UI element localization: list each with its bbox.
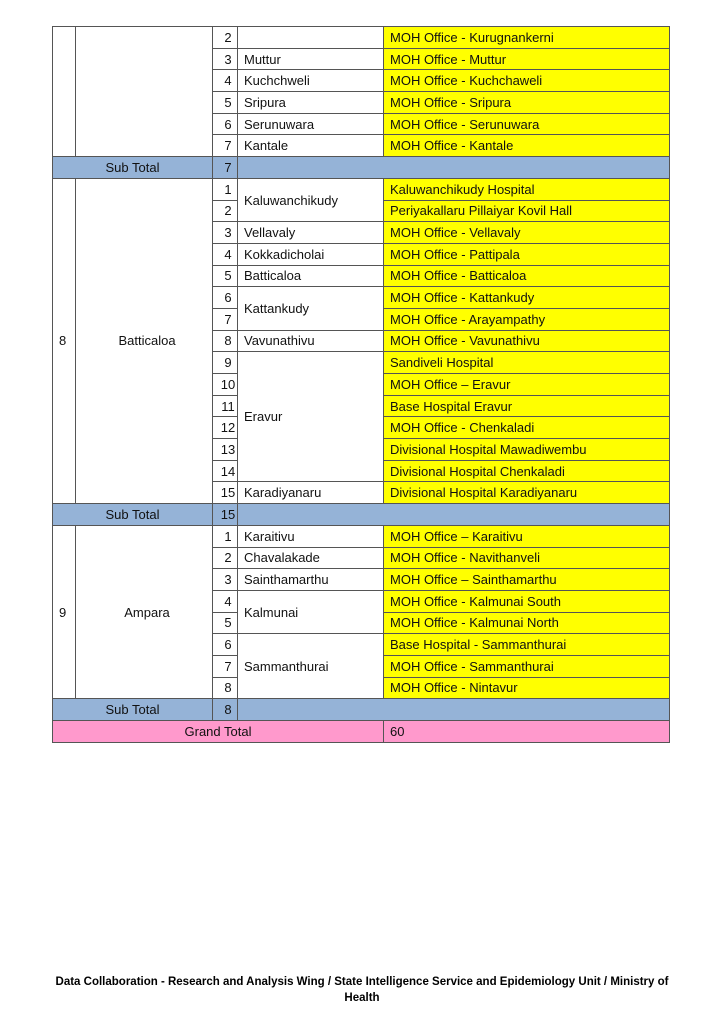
center-location: MOH Office - Navithanveli bbox=[384, 547, 670, 569]
subtotal-row bbox=[53, 157, 670, 179]
center-location: Divisional Hospital Karadiyanaru bbox=[384, 482, 670, 504]
center-location: MOH Office - Arayampathy bbox=[384, 308, 670, 330]
center-location: Base Hospital Eravur bbox=[384, 395, 670, 417]
row-number: 6 bbox=[213, 287, 238, 309]
page-footer bbox=[40, 975, 684, 1006]
center-location: MOH Office - Kantale bbox=[384, 135, 670, 157]
center-location: MOH Office - Sammanthurai bbox=[384, 655, 670, 677]
row-number: 1 bbox=[213, 525, 238, 547]
row-number: 7 bbox=[213, 655, 238, 677]
subtotal-value: 8 bbox=[213, 699, 238, 721]
center-location: MOH Office - Nintavur bbox=[384, 677, 670, 699]
subtotal-row bbox=[53, 699, 670, 721]
row-number: 8 bbox=[213, 677, 238, 699]
testing-centers-table bbox=[52, 26, 670, 743]
table-row bbox=[53, 525, 670, 547]
moh-area: Karadiyanaru bbox=[238, 482, 384, 504]
subtotal-row bbox=[53, 504, 670, 526]
row-number: 5 bbox=[213, 92, 238, 114]
moh-area: Vavunathivu bbox=[238, 330, 384, 352]
row-number: 5 bbox=[213, 265, 238, 287]
district-index: 9 bbox=[53, 525, 76, 699]
center-location: Divisional Hospital Chenkaladi bbox=[384, 460, 670, 482]
row-number: 4 bbox=[213, 590, 238, 612]
row-number: 6 bbox=[213, 113, 238, 135]
row-number: 7 bbox=[213, 308, 238, 330]
row-number: 4 bbox=[213, 243, 238, 265]
row-number: 4 bbox=[213, 70, 238, 92]
district-name-cell bbox=[76, 27, 213, 157]
center-location: MOH Office - Batticaloa bbox=[384, 265, 670, 287]
row-number: 1 bbox=[213, 178, 238, 200]
grand-total-row bbox=[53, 721, 670, 743]
subtotal-empty bbox=[238, 157, 670, 179]
grand-total-value: 60 bbox=[384, 721, 670, 743]
moh-area: Eravur bbox=[238, 352, 384, 482]
center-location: MOH Office - Kurugnankerni bbox=[384, 27, 670, 49]
moh-area bbox=[238, 27, 384, 49]
moh-area: Batticaloa bbox=[238, 265, 384, 287]
row-number: 11 bbox=[213, 395, 238, 417]
moh-area: Sammanthurai bbox=[238, 634, 384, 699]
footer-line-2: Health bbox=[344, 991, 380, 1004]
row-number: 14 bbox=[213, 460, 238, 482]
center-location: MOH Office - Chenkaladi bbox=[384, 417, 670, 439]
moh-area: Karaitivu bbox=[238, 525, 384, 547]
row-number: 15 bbox=[213, 482, 238, 504]
row-number: 6 bbox=[213, 634, 238, 656]
center-location: Sandiveli Hospital bbox=[384, 352, 670, 374]
center-location: MOH Office – Eravur bbox=[384, 374, 670, 396]
footer-line-1: Data Collaboration - Research and Analysis Wing / State Intelligence Service and Epidemiology Unit / Ministry of bbox=[55, 976, 669, 988]
center-location: MOH Office - Vellavaly bbox=[384, 222, 670, 244]
center-location: Periyakallaru Pillaiyar Kovil Hall bbox=[384, 200, 670, 222]
moh-area: Kaluwanchikudy bbox=[238, 178, 384, 221]
row-number: 7 bbox=[213, 135, 238, 157]
row-number: 9 bbox=[213, 352, 238, 374]
center-location: MOH Office - Sripura bbox=[384, 92, 670, 114]
row-number: 8 bbox=[213, 330, 238, 352]
moh-area: Sainthamarthu bbox=[238, 569, 384, 591]
district-name: Ampara bbox=[76, 525, 213, 699]
center-location: MOH Office - Kalmunai South bbox=[384, 590, 670, 612]
row-number: 3 bbox=[213, 222, 238, 244]
center-location: Kaluwanchikudy Hospital bbox=[384, 178, 670, 200]
moh-area: Chavalakade bbox=[238, 547, 384, 569]
subtotal-label: Sub Total bbox=[53, 504, 213, 526]
moh-area: Serunuwara bbox=[238, 113, 384, 135]
table-row bbox=[53, 27, 670, 49]
moh-area: Muttur bbox=[238, 48, 384, 70]
row-number: 3 bbox=[213, 569, 238, 591]
moh-area: Kattankudy bbox=[238, 287, 384, 330]
center-location: MOH Office - Muttur bbox=[384, 48, 670, 70]
center-location: MOH Office - Kattankudy bbox=[384, 287, 670, 309]
subtotal-value: 7 bbox=[213, 157, 238, 179]
district-index-cell bbox=[53, 27, 76, 157]
row-number: 3 bbox=[213, 48, 238, 70]
subtotal-label: Sub Total bbox=[53, 157, 213, 179]
center-location: Base Hospital - Sammanthurai bbox=[384, 634, 670, 656]
moh-area: Kokkadicholai bbox=[238, 243, 384, 265]
center-location: MOH Office – Sainthamarthu bbox=[384, 569, 670, 591]
row-number: 2 bbox=[213, 547, 238, 569]
moh-area: Sripura bbox=[238, 92, 384, 114]
grand-total-label: Grand Total bbox=[53, 721, 384, 743]
center-location: MOH Office - Pattipala bbox=[384, 243, 670, 265]
moh-area: Kalmunai bbox=[238, 590, 384, 633]
center-location: MOH Office - Serunuwara bbox=[384, 113, 670, 135]
row-number: 12 bbox=[213, 417, 238, 439]
subtotal-label: Sub Total bbox=[53, 699, 213, 721]
center-location: MOH Office - Kuchchaweli bbox=[384, 70, 670, 92]
center-location: MOH Office - Kalmunai North bbox=[384, 612, 670, 634]
moh-area: Vellavaly bbox=[238, 222, 384, 244]
center-location: MOH Office – Karaitivu bbox=[384, 525, 670, 547]
subtotal-value: 15 bbox=[213, 504, 238, 526]
moh-area: Kantale bbox=[238, 135, 384, 157]
row-number: 13 bbox=[213, 439, 238, 461]
row-number: 2 bbox=[213, 27, 238, 49]
row-number: 10 bbox=[213, 374, 238, 396]
subtotal-empty bbox=[238, 699, 670, 721]
district-index: 8 bbox=[53, 178, 76, 503]
center-location: Divisional Hospital Mawadiwembu bbox=[384, 439, 670, 461]
center-location: MOH Office - Vavunathivu bbox=[384, 330, 670, 352]
district-name: Batticaloa bbox=[76, 178, 213, 503]
row-number: 2 bbox=[213, 200, 238, 222]
moh-area: Kuchchweli bbox=[238, 70, 384, 92]
subtotal-empty bbox=[238, 504, 670, 526]
row-number: 5 bbox=[213, 612, 238, 634]
table-row bbox=[53, 178, 670, 200]
